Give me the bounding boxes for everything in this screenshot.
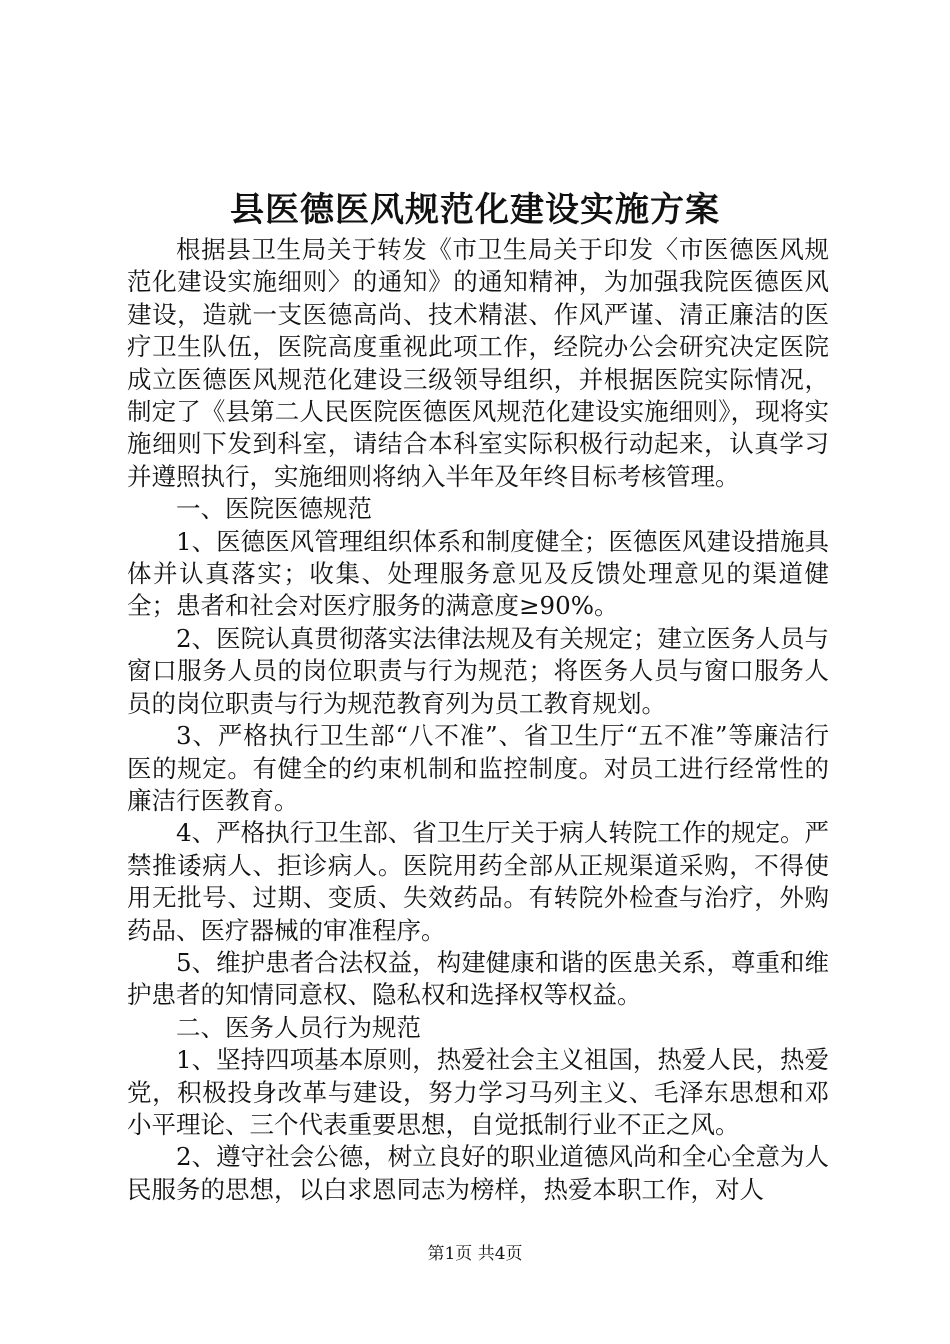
paragraph-1-3: 3、严格执行卫生部“八不准”、省卫生厅“五不准”等廉洁行医的规定。有健全的约束机制和监控制度。对员工进行经常性的廉洁行医教育。 — [127, 721, 829, 815]
document-body — [127, 234, 829, 1206]
page-number-footer: 第1页 共4页 — [427, 1244, 523, 1264]
paragraph-2-1: 1、坚持四项基本原则，热爱社会主义祖国，热爱人民，热爱党，积极投身改革与建设，努力学习马列主义、毛泽东思想和邓小平理论、三个代表重要思想，自觉抵制行业不正之风。 — [127, 1045, 829, 1139]
section-heading-1: 一、医院医德规范 — [176, 494, 372, 524]
paragraph-1-4: 4、严格执行卫生部、省卫生厅关于病人转院工作的规定。严禁推诿病人、拒诊病人。医院用药全部从正规渠道采购，不得使用无批号、过期、变质、失效药品。有转院外检查与治疗，外购药品、医疗器械的审准程序。 — [127, 818, 829, 945]
section-heading-2: 二、医务人员行为规范 — [176, 1012, 421, 1042]
paragraph-intro: 根据县卫生局关于转发《市卫生局关于印发〈市医德医风规范化建设实施细则〉的通知》的通知精神，为加强我院医德医风建设，造就一支医德高尚、技术精湛、作风严谨、清正廉洁的医疗卫生队伍，医院高度重视此项工作，经院办公会研究决定医院成立医德医风规范化建设三级领导组织，并根据医院实际情况，制定了《县第二人民医院医德医风规范化建设实施细则》，现将实施细则下发到科室，请结合本科室实际积极行动起来，认真学习并遵照执行，实施细则将纳入半年及年终目标考核管理。 — [127, 235, 829, 491]
paragraph-2-2: 2、遵守社会公德，树立良好的职业道德风尚和全心全意为人民服务的思想，以白求恩同志为榜样，热爱本职工作，对人 — [127, 1142, 829, 1204]
paragraph-1-5: 5、维护患者合法权益，构建健康和谐的医患关系，尊重和维护患者的知情同意权、隐私权和选择权等权益。 — [127, 947, 829, 1010]
paragraph-1-1: 1、医德医风管理组织体系和制度健全；医德医风建设措施具体并认真落实；收集、处理服务意见及反馈处理意见的渠道健全；患者和社会对医疗服务的满意度≥90%。 — [127, 526, 829, 621]
paragraph-1-2: 2、医院认真贯彻落实法律法规及有关规定；建立医务人员与窗口服务人员的岗位职责与行为规范；将医务人员与窗口服务人员的岗位职责与行为规范教育列为员工教育规划。 — [127, 623, 829, 718]
document-title: 县医德医风规范化建设实施方案 — [230, 190, 720, 230]
